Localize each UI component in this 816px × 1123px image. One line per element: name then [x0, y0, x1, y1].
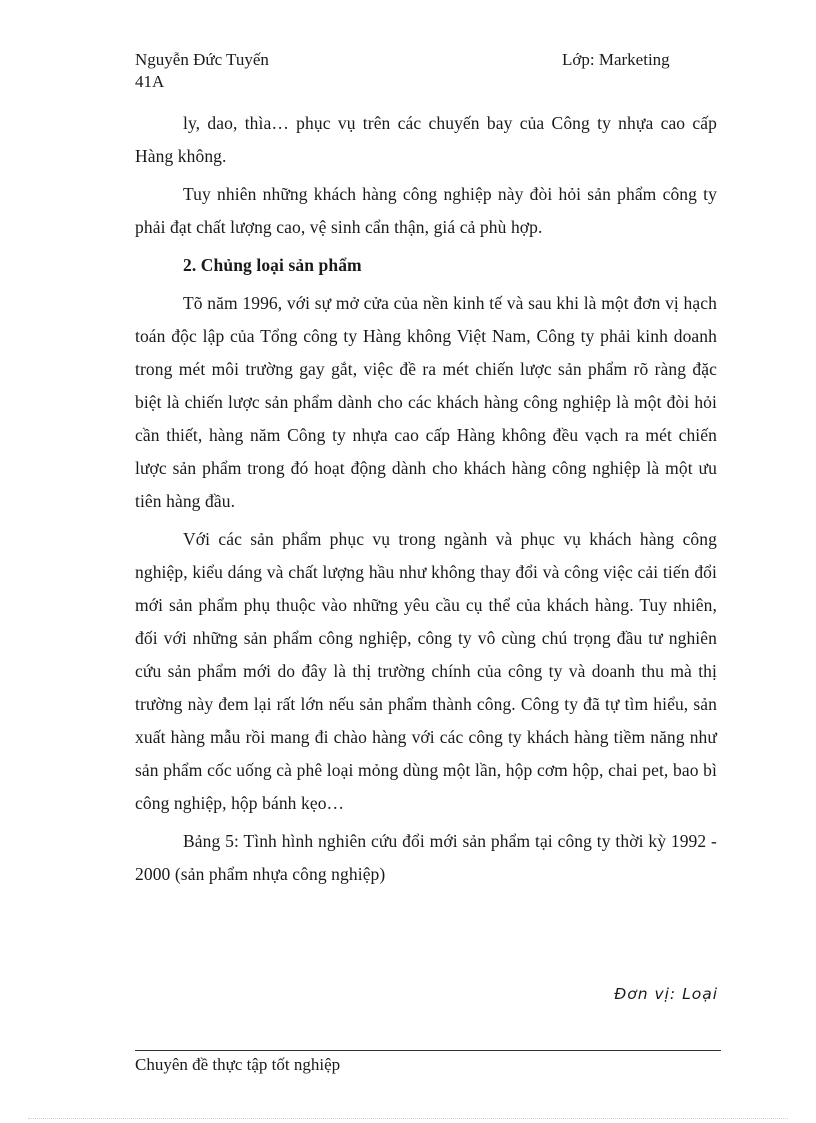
header-class-code: 41A [135, 72, 165, 91]
body-paragraph: Tuy nhiên những khách hàng công nghiệp này đòi hỏi sản phẩm công ty phải đạt chất lượng cao, vệ sinh cẩn thận, giá cả phù hợp. [135, 184, 717, 237]
footer-divider [135, 1050, 721, 1051]
footer-text: Chuyên đề thực tập tốt nghiệp [135, 1055, 341, 1074]
section-heading: 2. Chủng loại sản phẩm [183, 255, 362, 275]
header-class-name: Lớp: Marketing [562, 50, 670, 69]
body-paragraph: Với các sản phẩm phục vụ trong ngành và phục vụ khách hàng công nghiệp, kiểu dáng và chất lượng hầu như không thay đổi và công việc cải tiến đổi mới sản phẩm phụ thuộc vào những yêu cầu cụ thể của khách hàng. Tuy nhiên, đối với những sản phẩm công nghiệp, công ty vô cùng chú trọng đầu tư nghiên cứu sản phẩm mới do đây là thị trường chính của công ty và doanh thu mà thị trường này đem lại rất lớn nếu sản phẩm thành công. Công ty đã tự tìm hiểu, sản xuất hàng mẫu rồi mang đi chào hàng với các công ty khách hàng tiềm năng như sản phẩm cốc uống cà phê loại mỏng dùng một lần, hộp cơm hộp, chai pet, bao bì công nghiệp, hộp bánh kẹo… [135, 529, 717, 813]
page-bottom-edge [28, 1118, 788, 1119]
document-body [135, 107, 717, 896]
table-caption: Bảng 5: Tình hình nghiên cứu đổi mới sản phẩm tại công ty thời kỳ 1992 - 2000 (sản phẩm nhựa công nghiệp) [135, 831, 717, 884]
body-paragraph: ly, dao, thìa… phục vụ trên các chuyến bay của Công ty nhựa cao cấp Hàng không. [135, 113, 717, 166]
body-paragraph: Tõ năm 1996, với sự mở cửa của nền kinh tế và sau khi là một đơn vị hạch toán độc lập của Tổng công ty Hàng không Việt Nam, Công ty phải kinh doanh trong mét môi trường gay gắt, việc đề ra mét chiến lược sản phẩm rõ ràng đặc biệt là chiến lược sản phẩm dành cho các khách hàng công nghiệp là một đòi hỏi cần thiết, hàng năm Công ty nhựa cao cấp Hàng không đều vạch ra mét chiến lược sản phẩm trong đó hoạt động dành cho khách hàng công nghiệp là một ưu tiên hàng đầu. [135, 293, 717, 511]
header-author-name: Nguyễn Đức Tuyến [135, 50, 269, 69]
unit-label: Đơn vị: Loại [614, 985, 718, 1003]
